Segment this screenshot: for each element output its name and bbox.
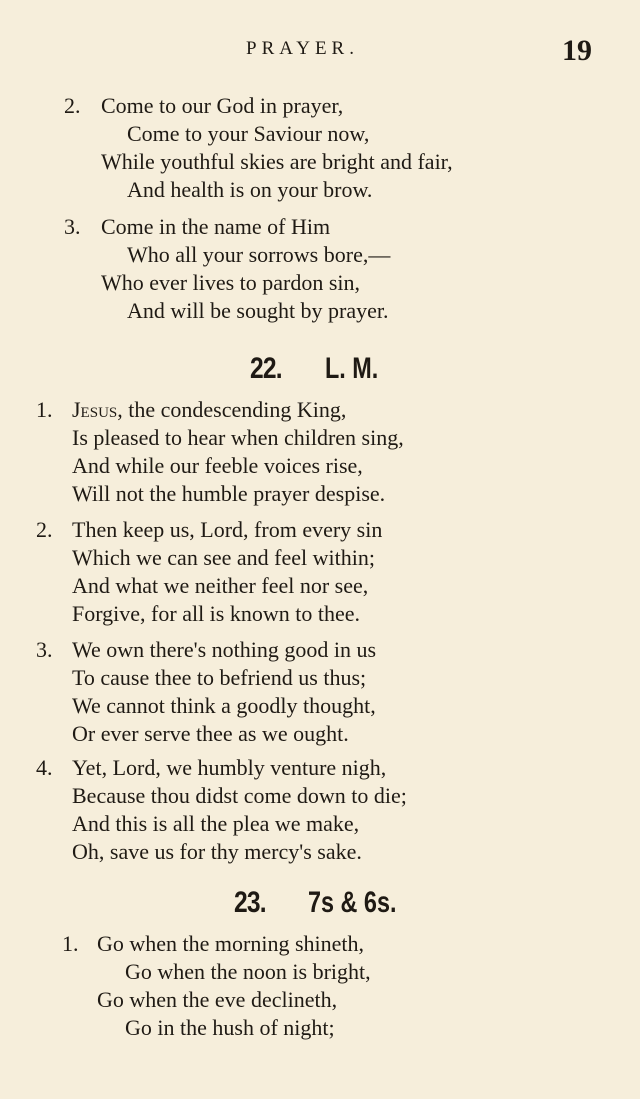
stanza-line: Come in the name of Him	[101, 214, 331, 239]
stanza-line: Come to your Saviour now,	[127, 121, 370, 146]
running-head	[0, 34, 640, 68]
stanza-line: Will not the humble prayer despise.	[72, 481, 386, 506]
stanza-first-line	[72, 396, 346, 423]
first-line-rest: , the condescending King,	[117, 397, 347, 422]
hymn-22-heading	[0, 352, 640, 392]
stanza-line: Then keep us, Lord, from every sin	[72, 517, 383, 542]
stanza-line: We cannot think a goodly thought,	[72, 693, 376, 718]
hymn-number: 23.	[234, 886, 266, 919]
hymn-meter: 7s & 6s.	[308, 886, 397, 919]
stanza-line: Go in the hush of night;	[125, 1015, 335, 1040]
page-number: 19	[562, 34, 592, 67]
stanza-number: 3.	[64, 214, 81, 239]
stanza-line: Go when the eve declineth,	[97, 987, 338, 1012]
stanza-line: Who all your sorrows bore,—	[127, 242, 391, 267]
stanza-line: Is pleased to hear when children sing,	[72, 425, 404, 450]
stanza-line: Oh, save us for thy mercy's sake.	[72, 839, 362, 864]
stanza-line: And this is all the plea we make,	[72, 811, 360, 836]
stanza-line: And health is on your brow.	[127, 177, 373, 202]
stanza-line: Yet, Lord, we humbly venture nigh,	[72, 755, 387, 780]
stanza-number: 2.	[64, 93, 81, 118]
stanza-line: While youthful skies are bright and fair,	[101, 149, 453, 174]
hymn-23-heading	[0, 886, 640, 926]
stanza-number: 1.	[62, 931, 79, 956]
running-title: PRAYER.	[246, 38, 359, 59]
stanza-number: 1.	[36, 397, 53, 422]
stanza-line: Who ever lives to pardon sin,	[101, 270, 361, 295]
stanza-line: Forgive, for all is known to thee.	[72, 601, 360, 626]
first-word-small-caps: Jesus	[72, 397, 118, 422]
stanza-line: Which we can see and feel within;	[72, 545, 375, 570]
stanza-line: Go when the morning shineth,	[97, 931, 365, 956]
hymn-meter: L. M.	[325, 352, 379, 385]
stanza-line: Come to our God in prayer,	[101, 93, 344, 118]
stanza-line: To cause thee to befriend us thus;	[72, 665, 367, 690]
stanza-line: Because thou didst come down to die;	[72, 783, 407, 808]
stanza-line: Go when the noon is bright,	[125, 959, 371, 984]
stanza-line: And what we neither feel nor see,	[72, 573, 369, 598]
stanza-number: 2.	[36, 517, 53, 542]
stanza-line: Or ever serve thee as we ought.	[72, 721, 349, 746]
stanza-number: 3.	[36, 637, 53, 662]
stanza-number: 4.	[36, 755, 53, 780]
stanza-line: We own there's nothing good in us	[72, 637, 377, 662]
stanza-line: And will be sought by prayer.	[127, 298, 389, 323]
hymn-number: 22.	[250, 352, 282, 385]
stanza-line: And while our feeble voices rise,	[72, 453, 363, 478]
